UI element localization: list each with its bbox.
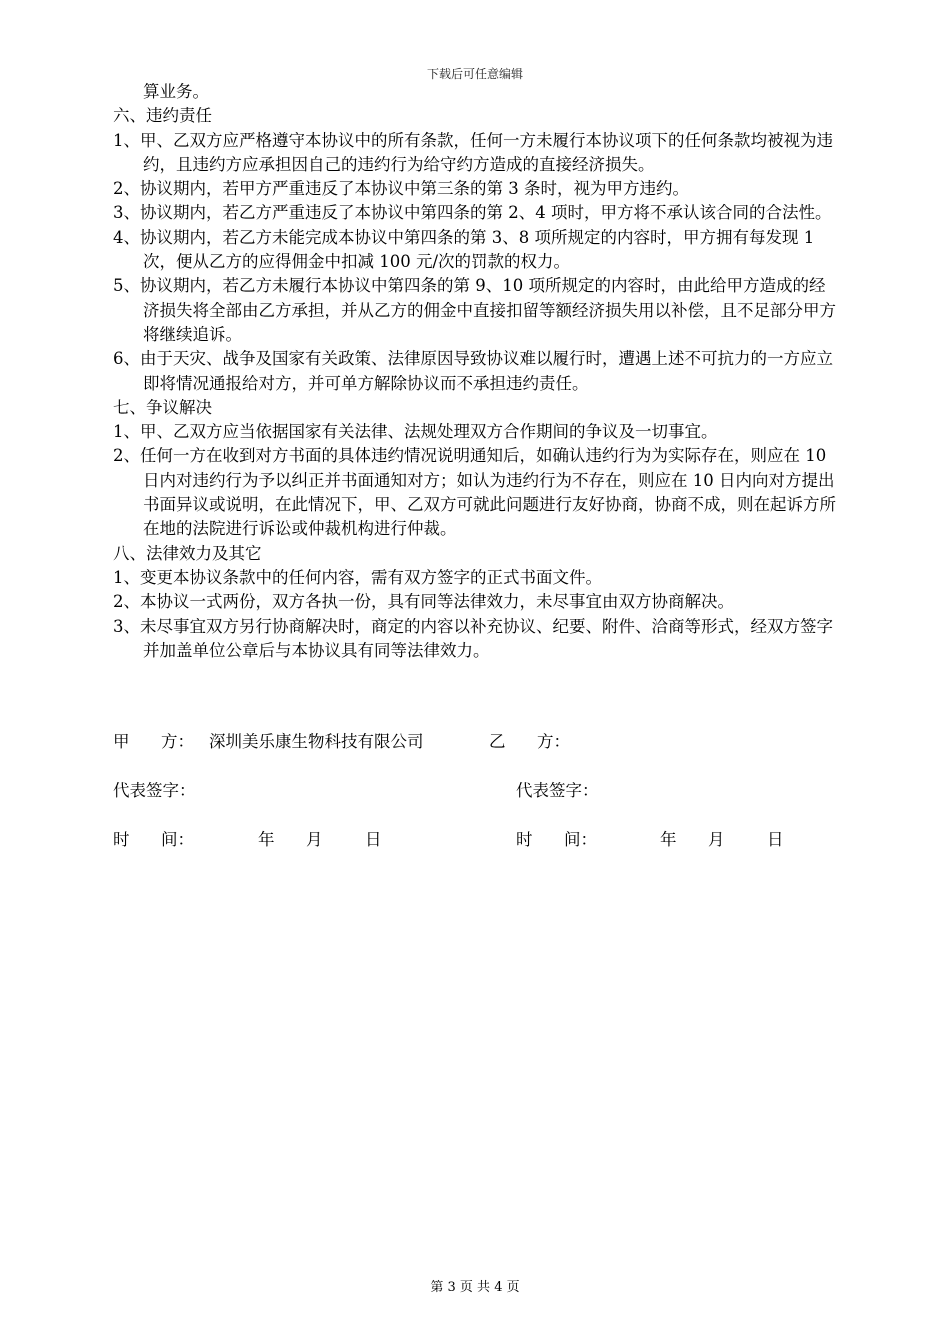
page-header-note: 下载后可任意编辑: [426, 67, 523, 81]
date-b-day: 日: [767, 830, 784, 849]
time-b-label: 时 间：: [516, 830, 597, 849]
list-item: 3、协议期内，若乙方严重违反了本协议中第四条的第 2、4 项时，甲方将不承认该合同的合法性。: [113, 203, 832, 223]
date-a-day: 日: [365, 830, 382, 849]
party-b-label: 乙 方：: [489, 732, 570, 751]
list-item: 5、协议期内，若乙方未履行本协议中第四条的第 9、10 项所规定的内容时，由此给甲方造成的经济损失将全部由乙方承担，并从乙方的佣金中直接扣留等额经济损失用以补偿，且不足部分甲方将继续追诉。: [113, 276, 836, 344]
rep-b-label: 代表签字：: [516, 781, 599, 800]
section-heading-legal-effect: 八、法律效力及其它: [113, 543, 262, 563]
time-a-label: 时 间：: [113, 830, 194, 849]
section-heading-breach: 六、违约责任: [113, 106, 212, 126]
continuation-line: 算业务。: [143, 82, 209, 101]
date-a-month: 月: [306, 830, 323, 849]
list-item: 2、协议期内，若甲方严重违反了本协议中第三条的第 3 条时，视为甲方违约。: [113, 179, 689, 199]
list-item: 1、变更本协议条款中的任何内容，需有双方签字的正式书面文件。: [113, 567, 602, 587]
document-body: [113, 80, 840, 663]
party-a-name: 深圳美乐康生物科技有限公司: [209, 732, 424, 751]
list-item: 2、任何一方在收到对方书面的具体违约情况说明通知后，如确认违约行为为实际存在，则应在 10 日内对违约行为予以纠正并书面通知对方；如认为违约行为不存在，则应在 10 日内向对方提出书面异议或说明，在此情况下，甲、乙双方可就此问题进行友好协商，协商不成，则在起诉方所在地的法院进行诉讼或仲裁机构进行仲裁。: [113, 446, 836, 539]
rep-a-label: 代表签字：: [113, 781, 196, 800]
page-number-footer: 第 3 页 共 4 页: [430, 1280, 520, 1295]
list-item: 4、协议期内，若乙方未能完成本协议中第四条的第 3、8 项所规定的内容时，甲方拥有每发现 1 次，便从乙方的应得佣金中扣减 100 元/次的罚款的权力。: [113, 227, 815, 272]
party-a-label: 甲 方：: [113, 732, 194, 751]
date-b-month: 月: [708, 830, 725, 849]
list-item: 6、由于天灾、战争及国家有关政策、法律原因导致协议难以履行时，遭遇上述不可抗力的一方应立即将情况通报给对方，并可单方解除协议而不承担违约责任。: [113, 349, 833, 393]
date-b-year: 年: [660, 830, 677, 849]
date-a-year: 年: [258, 830, 275, 849]
signature-date-row: [113, 828, 853, 1044]
list-item: 1、甲、乙双方应当依据国家有关法律、法规处理双方合作期间的争议及一切事宜。: [113, 422, 718, 442]
section-heading-dispute: 七、争议解决: [113, 397, 212, 417]
list-item: 2、本协议一式两份，双方各执一份，具有同等法律效力，未尽事宜由双方协商解决。: [113, 592, 734, 612]
list-item: 1、甲、乙双方应严格遵守本协议中的所有条款，任何一方未履行本协议项下的任何条款均被视为违约，且违约方应承担因自己的违约行为给守约方造成的直接经济损失。: [113, 130, 833, 174]
list-item: 3、未尽事宜双方另行协商解决时，商定的内容以补充协议、纪要、附件、洽商等形式，经双方签字并加盖单位公章后与本协议具有同等法律效力。: [113, 616, 833, 660]
